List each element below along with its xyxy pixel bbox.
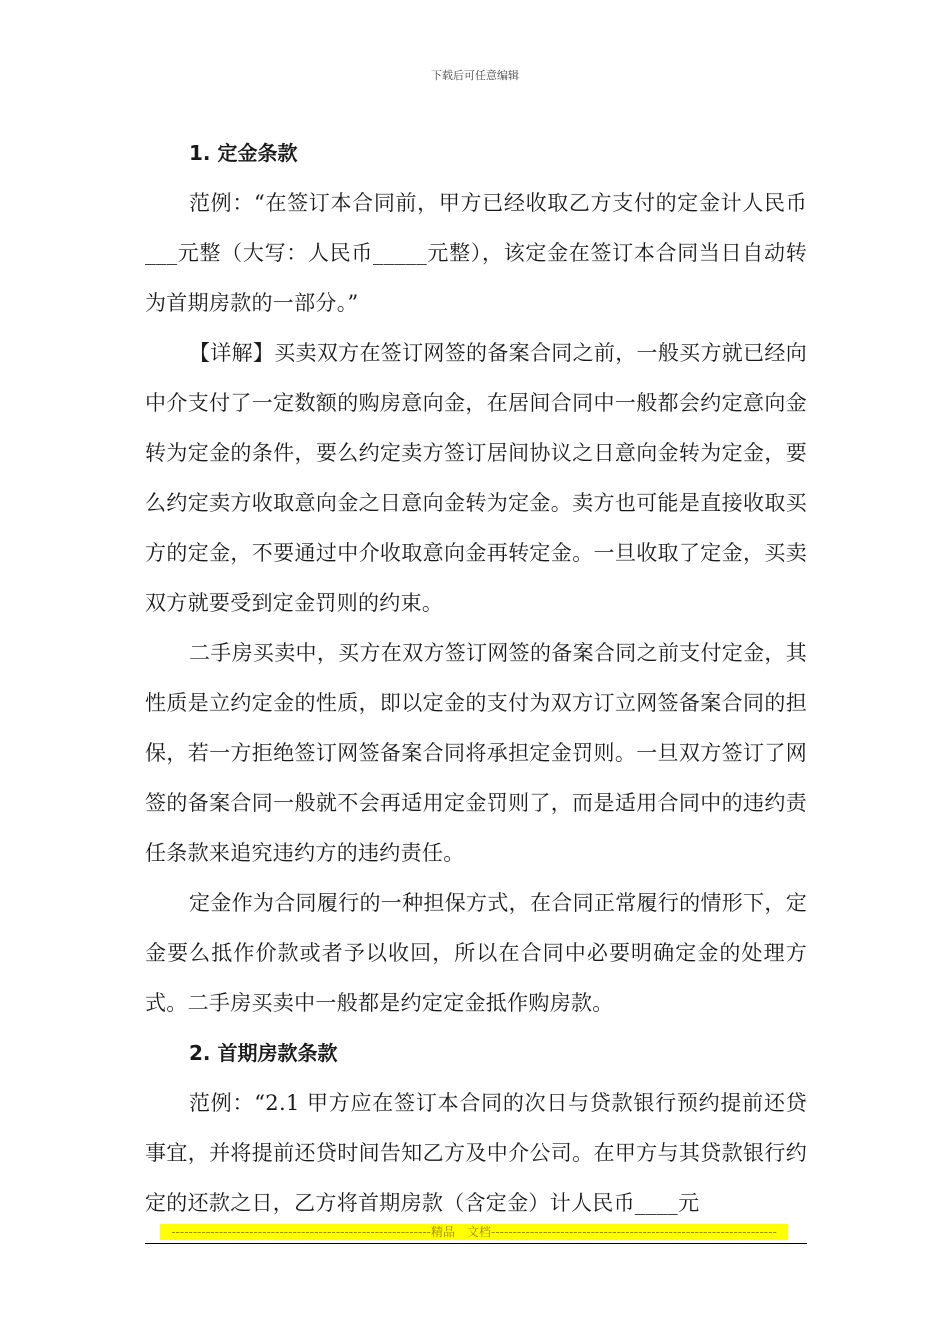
paragraph: 【详解】买卖双方在签订网签的备案合同之前，一般买方就已经向中介支付了一定数额的购房意向金，在居间合同中一般都会约定意向金转为定金的条件，要么约定卖方签订居间协议之日意向金转为定金，要么约定卖方收取意向金之日意向金转为定金。卖方也可能是直接收取买方的定金，不要通过中介收取意向金再转定金。一旦收取了定金，买卖双方就要受到定金罚则的约束。 (145, 341, 807, 615)
paragraph: 范例：“2.1 甲方应在签订本合同的次日与贷款银行预约提前还贷事宜，并将提前还贷时间告知乙方及中介公司。在甲方与其贷款银行约定的还款之日，乙方将首期房款（含定金）计人民币____元 (145, 1091, 807, 1215)
section-heading-deposit: 1. 定金条款 (189, 141, 298, 165)
document-body (145, 128, 807, 1228)
section-heading-down-payment: 2. 首期房款条款 (189, 1041, 338, 1065)
header-note: 下载后可任意编辑 (431, 69, 519, 82)
paragraph: 范例：“在签订本合同前，甲方已经收取乙方支付的定金计人民币___元整（大写：人民币_____元整），该定金在签订本合同当日自动转为首期房款的一部分。” (145, 191, 807, 315)
paragraph: 定金作为合同履行的一种担保方式，在合同正常履行的情形下，定金要么抵作价款或者予以收回，所以在合同中必要明确定金的处理方式。二手房买卖中一般都是约定定金抵作购房款。 (145, 891, 807, 1015)
footer-divider (145, 1243, 807, 1244)
paragraph: 二手房买卖中，买方在双方签订网签的备案合同之前支付定金，其性质是立约定金的性质，即以定金的支付为双方订立网签备案合同的担保，若一方拒绝签订网签备案合同将承担定金罚则。一旦双方签订了网签的备案合同一般就不会再适用定金罚则了，而是适用合同中的违约责任条款来追究违约方的违约责任。 (145, 641, 807, 865)
footer-banner: ------------------------------------------------------------精品 文档------------------------------------------------------------------ (160, 1224, 788, 1240)
